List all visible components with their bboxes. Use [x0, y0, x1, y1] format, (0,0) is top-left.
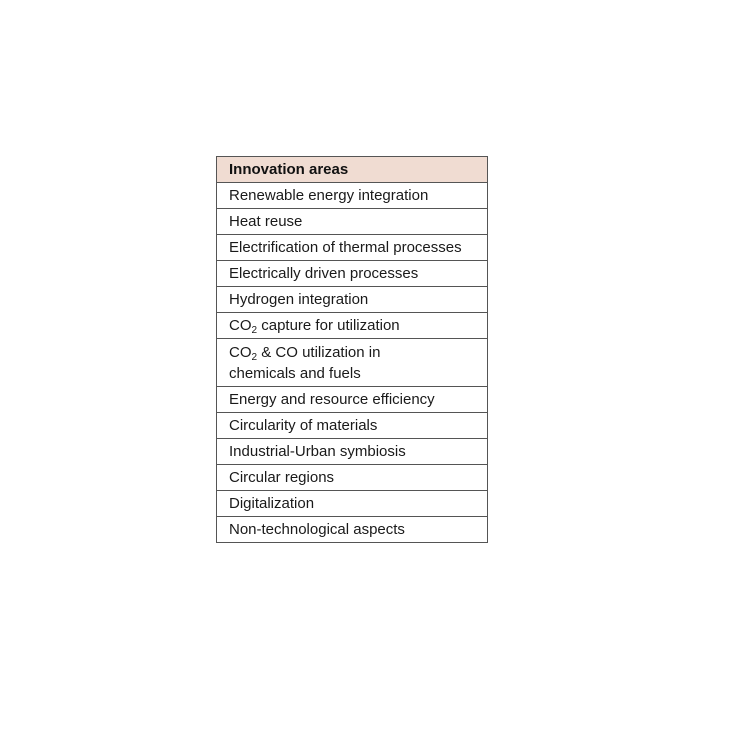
table-cell: Energy and resource efficiency — [217, 387, 488, 413]
table-cell-co2-capture — [217, 313, 488, 339]
table-row — [217, 209, 488, 235]
table-row — [217, 439, 488, 465]
table-row — [217, 491, 488, 517]
subscript-digit: 2 — [251, 352, 258, 363]
table-cell: Circular regions — [217, 465, 488, 491]
column-header-innovation-areas: Innovation areas — [217, 157, 488, 183]
table-cell-co2-co-utilization — [217, 339, 488, 387]
table-row — [217, 465, 488, 491]
table-row — [217, 183, 488, 209]
table-cell: Hydrogen integration — [217, 287, 488, 313]
table-row — [217, 413, 488, 439]
chemical-formula-prefix: CO — [229, 344, 252, 361]
table-row — [217, 339, 488, 387]
table-row — [217, 313, 488, 339]
subscript-digit: 2 — [251, 325, 258, 336]
table-cell: Electrification of thermal processes — [217, 235, 488, 261]
innovation-areas-table — [216, 156, 488, 543]
table-row — [217, 517, 488, 543]
table-cell: Heat reuse — [217, 209, 488, 235]
table-header-row — [217, 157, 488, 183]
table-cell: Non-technological aspects — [217, 517, 488, 543]
table-row — [217, 387, 488, 413]
table-cell: Renewable energy integration — [217, 183, 488, 209]
table-cell: Electrically driven processes — [217, 261, 488, 287]
table-row — [217, 235, 488, 261]
table-cell: Digitalization — [217, 491, 488, 517]
table-cell: Industrial-Urban symbiosis — [217, 439, 488, 465]
cell-text-line-1: & CO utilization in — [257, 344, 381, 361]
table-row — [217, 287, 488, 313]
table-row — [217, 261, 488, 287]
chemical-formula-prefix: CO — [229, 317, 252, 334]
cell-text-rest: capture for utilization — [257, 317, 400, 334]
table-cell: Circularity of materials — [217, 413, 488, 439]
cell-text-line-2: chemicals and fuels — [229, 365, 361, 382]
